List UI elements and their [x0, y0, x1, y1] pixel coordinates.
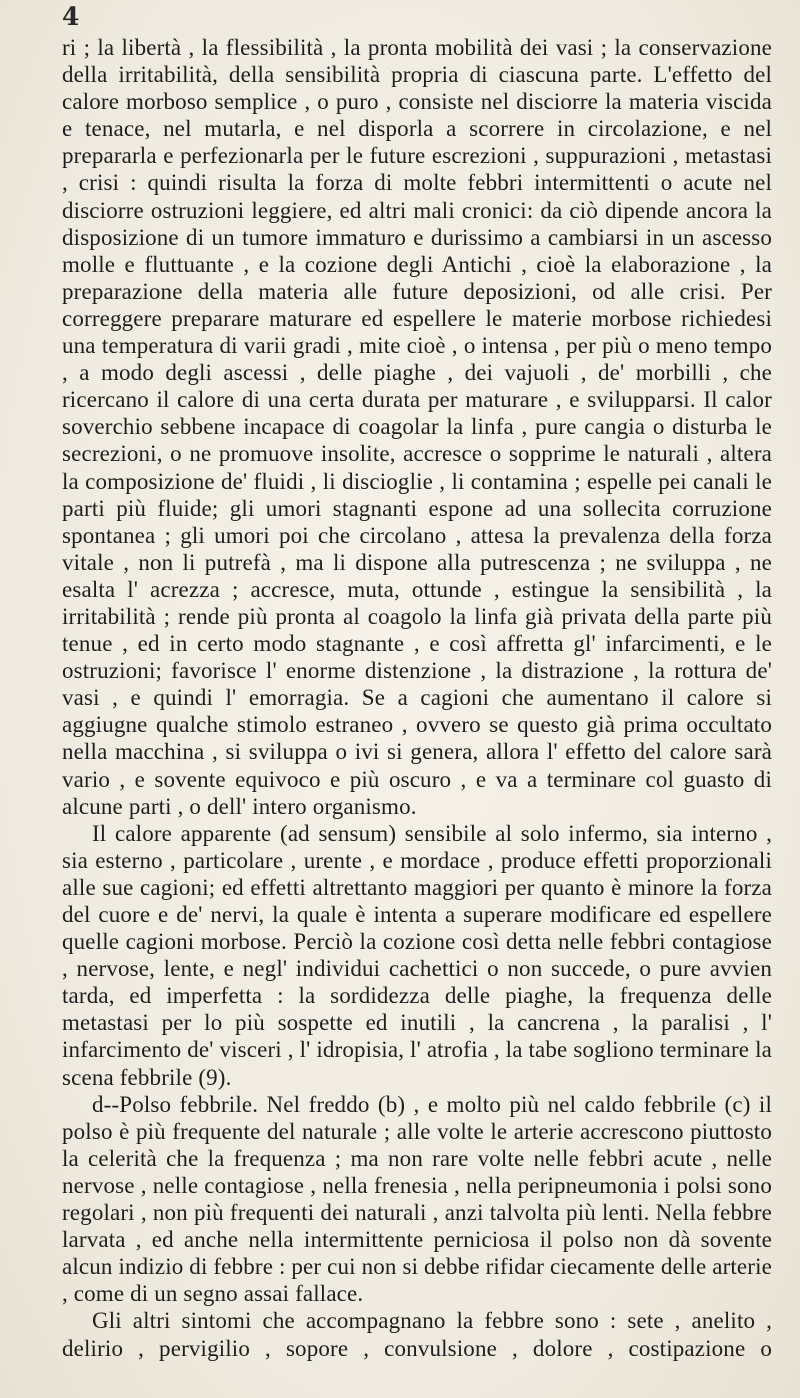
body-text [62, 34, 772, 1362]
paragraph-3: d--Polso febbrile. Nel freddo (b) , e molto più nel caldo febbrile (c) il polso è più frequente del naturale ; alle volte le arterie accrescono piuttosto la celerità che la frequenza ; ma non rare volte nelle febbri acute , nelle nervose , nelle contagiose , nella frenesia , nella peripneumonia i polsi sono regolari , non più frequenti dei naturali , anzi talvolta più lenti. Nella febbre larvata , ed anche nella intermittente perniciosa il polso non dà sovente alcun indizio di febbre : per cui non si debbe rifidar ciecamente delle arterie , come di un segno assai fallace. [62, 1091, 772, 1307]
paragraph-1: ri ; la libertà , la flessibilità , la pronta mobilità dei vasi ; la conservazione della irritabilità, della sensibilità propria di ciascuna parte. L'effetto del calore morboso semplice , o puro , consiste nel disciorre la materia viscida e tenace, nel mutarla, e nel disporla a scorrere in circolazione, e nel prepararla e perfezionarla per le future escrezioni , suppurazioni , metastasi , crisi : quindi risulta la forza di molte febbri intermittenti o acute nel disciorre ostruzioni leggiere, ed altri mali cronici: da ciò dipende ancora la disposizione di un tumore immaturo e durissimo a cambiarsi in un ascesso molle e fluttuante , e la cozione degli Antichi , cioè la elaborazione , la preparazione della materia alle future deposizioni, od alle crisi. Per correggere preparare maturare ed espellere le materie morbose richiedesi una temperatura di varii gradi , mite cioè , o intensa , per più o meno tempo , a modo degli ascessi , delle piaghe , dei vajuoli , de' morbilli , che ricercano il calore di una certa durata per maturare , e svilupparsi. Il calor soverchio sebbene incapace di coagolar la linfa , pure cangia o disturba le secrezioni, o ne promuove insolite, accresce o sopprime le naturali , altera la composizione de' fluidi , li discioglie , li contamina ; espelle pei canali le parti più fluide; gli umori stagnanti espone ad una sollecita corruzione spontanea ; gli umori poi che circolano , attesa la prevalenza della forza vitale , non li putrefà , ma li dispone alla putrescenza ; ne sviluppa , ne esalta l' acrezza ; accresce, muta, ottunde , estingue la sensibilità , la irritabilità ; rende più pronta al coagolo la linfa già privata della parte più tenue , ed in certo modo stagnante , e così affretta gl' infarcimenti, e le ostruzioni; favorisce l' enorme distenzione , la distrazione , la rottura de' vasi , e quindi l' emorragia. Se a cagioni che aumentano il calore si aggiugne qualche stimolo estraneo , ovvero se questo già prima occultato nella macchina , si sviluppa o ivi si genera, allora l' effetto del calore sarà vario , e sovente equivoco e più oscuro , e va a terminare col guasto di alcune parti , o dell' intero organismo. [62, 35, 772, 819]
paragraph-2: Il calore apparente (ad sensum) sensibile al solo infermo, sia interno , sia esterno , particolare , urente , e mordace , produce effetti proporzionali alle sue cagioni; ed effetti altrettanto maggiori per quanto è minore la forza del cuore e de' nervi, la quale è intenta a superare modificare ed espellere quelle cagioni morbose. Perciò la cozione così detta nelle febbri contagiose , nervose, lente, e negl' individui cachettici o non succede, o pure avvien tarda, ed imperfetta : la sordidezza delle piaghe, la frequenza delle metastasi per lo più sospette ed inutili , la cancrena , la paralisi , l' infarcimento de' visceri , l' idropisia, l' atrofia , la tabe sogliono terminare la scena febbrile (9). [62, 820, 772, 1090]
page-number: 4 [62, 2, 80, 31]
paragraph-4: Gli altri sintomi che accompagnano la febbre sono : sete , anelito , delirio , pervigilio , sopore , convulsione , dolore , costipazione o [62, 1308, 772, 1361]
